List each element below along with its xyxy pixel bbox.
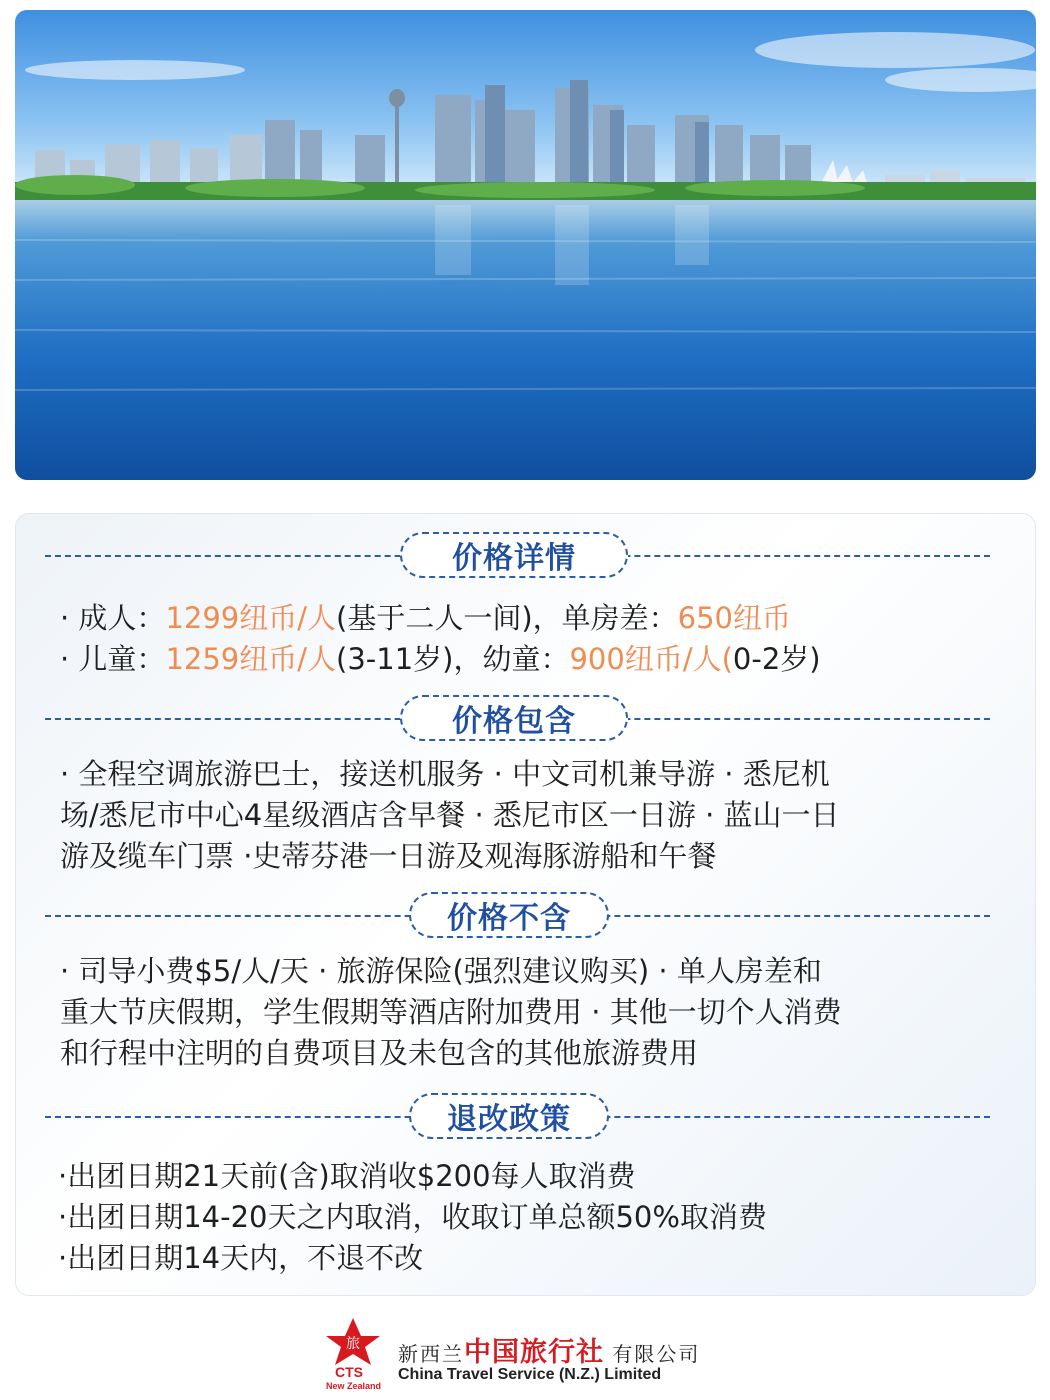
company-name-en: China Travel Service (N.Z.) Limited bbox=[398, 1366, 662, 1383]
child-price-line: · 儿童：1259纽币/人(3-11岁)，幼童：900纽币/人(0-2岁) bbox=[60, 642, 821, 676]
section-header-excluded bbox=[45, 901, 990, 936]
section-header-included bbox=[45, 704, 990, 739]
hero-image bbox=[15, 10, 1036, 480]
section-header-price bbox=[45, 541, 990, 576]
adult-price-line: · 成人：1299纽币/人(基于二人一间)，单房差：650纽币 bbox=[60, 601, 792, 635]
infant-price: 900纽币/人( bbox=[569, 642, 733, 676]
logo-nz-text: New Zealand bbox=[326, 1381, 382, 1391]
section-header-refund bbox=[45, 1102, 990, 1137]
sydney-skyline-illustration bbox=[15, 10, 1036, 480]
section-title-included: 价格包含 bbox=[400, 695, 628, 741]
section-title-excluded: 价格不含 bbox=[409, 892, 609, 938]
refund-policy: ·出团日期21天前(含)取消收$200每人取消费 ·出团日期14-20天之内取消，收取订单总额50%取消费 ·出团日期14天内，不退不改 bbox=[58, 1159, 767, 1275]
included-details: · 全程空调旅游巴士，接送机服务 · 中文司机兼导游 · 悉尼机 场/悉尼市中心4星级酒店含早餐 · 悉尼市区一日游 · 蓝山一日 游及缆车门票 ·史蒂芬港一日游及观海豚游船和午餐 bbox=[60, 757, 840, 873]
brand-name: 中国旅行社 bbox=[464, 1337, 604, 1368]
svg-text:旅: 旅 bbox=[346, 1336, 360, 1352]
single-supplement: 650纽币 bbox=[677, 601, 792, 635]
adult-price: 1299纽币/人 bbox=[165, 601, 337, 635]
excluded-details: · 司导小费$5/人/天 · 旅游保险(强烈建议购买) · 单人房差和 重大节庆假期，学生假期等酒店附加费用 · 其他一切个人消费 和行程中注明的自费项目及未包含的其他旅游费用 bbox=[60, 954, 842, 1070]
section-title-price: 价格详情 bbox=[400, 532, 628, 578]
price-details bbox=[60, 598, 995, 680]
logo-cts-text: CTS bbox=[335, 1364, 363, 1380]
red-star-icon bbox=[320, 1316, 386, 1366]
company-footer bbox=[320, 1316, 740, 1396]
child-price: 1259纽币/人 bbox=[165, 642, 337, 676]
section-title-refund: 退改政策 bbox=[409, 1093, 609, 1139]
company-name-cn: 新西兰中国旅行社 有限公司 bbox=[398, 1337, 701, 1368]
